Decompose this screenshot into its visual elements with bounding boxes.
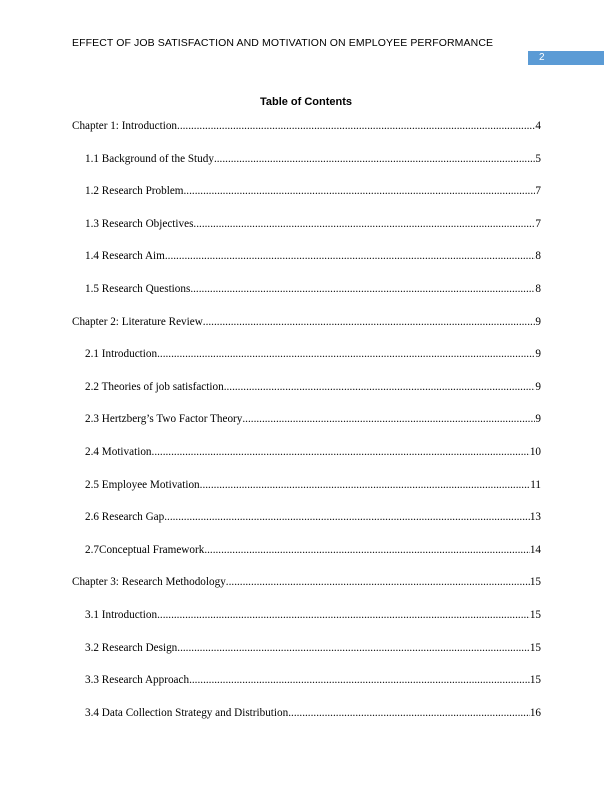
dot-leader <box>184 184 536 198</box>
dot-leader <box>226 575 530 589</box>
toc-entry-label: 2.1 Introduction <box>85 348 158 361</box>
toc-section-entry[interactable] <box>72 184 541 217</box>
toc-section-entry[interactable] <box>72 249 541 282</box>
dot-leader <box>152 445 530 459</box>
toc-entry-page-number: 15 <box>529 641 541 654</box>
toc-entry-page-number: 8 <box>535 282 541 295</box>
toc-section-entry[interactable] <box>72 478 541 511</box>
toc-entry-label: 2.6 Research Gap <box>85 511 165 524</box>
running-header-title: EFFECT OF JOB SATISFACTION AND MOTIVATION ON EMPLOYEE PERFORMANCE <box>72 37 494 49</box>
toc-entry-label: 1.4 Research Aim <box>85 250 165 263</box>
toc-entry-label: Chapter 2: Literature Review <box>72 315 203 328</box>
toc-entry-page-number: 15 <box>529 576 541 589</box>
toc-entry-label: Chapter 1: Introduction <box>72 120 178 132</box>
toc-section-entry[interactable] <box>72 543 541 576</box>
toc-heading: Table of Contents <box>259 96 353 108</box>
dot-leader <box>189 673 530 687</box>
toc-entry-label: 1.2 Research Problem <box>85 185 184 198</box>
toc-entry-label: 1.1 Background of the Study <box>85 152 214 165</box>
toc-entry-label: Chapter 3: Research Methodology <box>72 576 226 589</box>
table-of-contents <box>72 119 541 738</box>
dot-leader <box>165 249 536 263</box>
toc-chapter-entry[interactable] <box>72 315 541 348</box>
toc-entry-page-number: 9 <box>535 380 541 393</box>
dot-leader <box>164 510 530 524</box>
toc-section-entry[interactable] <box>72 380 541 413</box>
toc-entry-page-number: 15 <box>529 608 541 621</box>
dot-leader <box>177 641 530 655</box>
toc-entry-label: 3.4 Data Collection Strategy and Distribution <box>85 706 289 719</box>
dot-leader <box>177 119 535 133</box>
dot-leader <box>214 152 535 166</box>
toc-entry-page-number: 13 <box>529 511 541 524</box>
toc-entry-page-number: 4 <box>535 120 541 132</box>
toc-section-entry[interactable] <box>72 347 541 380</box>
toc-entry-label: 2.2 Theories of job satisfaction <box>85 380 224 393</box>
toc-entry-page-number: 9 <box>535 413 541 426</box>
dot-leader <box>190 282 535 296</box>
toc-entry-page-number: 8 <box>535 250 541 263</box>
dot-leader <box>193 217 535 231</box>
toc-section-entry[interactable] <box>72 152 541 185</box>
dot-leader <box>157 608 530 622</box>
dot-leader <box>157 347 535 361</box>
toc-section-entry[interactable] <box>72 641 541 674</box>
toc-entry-label: 3.1 Introduction <box>85 608 158 621</box>
toc-chapter-entry[interactable] <box>72 119 541 152</box>
toc-entry-page-number: 14 <box>529 543 541 556</box>
toc-section-entry[interactable] <box>72 412 541 445</box>
toc-section-entry[interactable] <box>72 608 541 641</box>
toc-entry-label: 1.5 Research Questions <box>85 282 191 295</box>
dot-leader <box>242 412 535 426</box>
toc-entry-page-number: 7 <box>535 217 541 230</box>
dot-leader <box>204 543 530 557</box>
toc-section-entry[interactable] <box>72 706 541 739</box>
toc-entry-label: 3.2 Research Design <box>85 641 178 654</box>
toc-entry-page-number: 16 <box>529 706 541 719</box>
toc-entry-label: 1.3 Research Objectives <box>85 217 194 230</box>
dot-leader <box>200 478 531 492</box>
toc-entry-page-number: 10 <box>529 445 541 458</box>
toc-entry-label: 2.3 Hertzberg’s Two Factor Theory <box>85 413 243 426</box>
toc-entry-page-number: 9 <box>535 348 541 361</box>
dot-leader <box>224 380 536 394</box>
toc-section-entry[interactable] <box>72 510 541 543</box>
dot-leader <box>203 315 536 329</box>
toc-entry-label: 2.5 Employee Motivation <box>85 478 200 491</box>
page-number-badge: 2 <box>528 51 604 65</box>
toc-section-entry[interactable] <box>72 282 541 315</box>
toc-section-entry[interactable] <box>72 673 541 706</box>
toc-chapter-entry[interactable] <box>72 575 541 608</box>
toc-entry-page-number: 15 <box>529 674 541 687</box>
toc-entry-page-number: 5 <box>535 152 541 165</box>
toc-entry-page-number: 9 <box>535 315 541 328</box>
toc-section-entry[interactable] <box>72 217 541 250</box>
toc-entry-label: 2.7Conceptual Framework <box>85 543 205 556</box>
toc-entry-label: 2.4 Motivation <box>85 445 152 458</box>
toc-section-entry[interactable] <box>72 445 541 478</box>
toc-entry-page-number: 7 <box>535 185 541 198</box>
toc-entry-page-number: 11 <box>530 478 541 491</box>
toc-entry-label: 3.3 Research Approach <box>85 674 190 687</box>
dot-leader <box>288 706 530 720</box>
